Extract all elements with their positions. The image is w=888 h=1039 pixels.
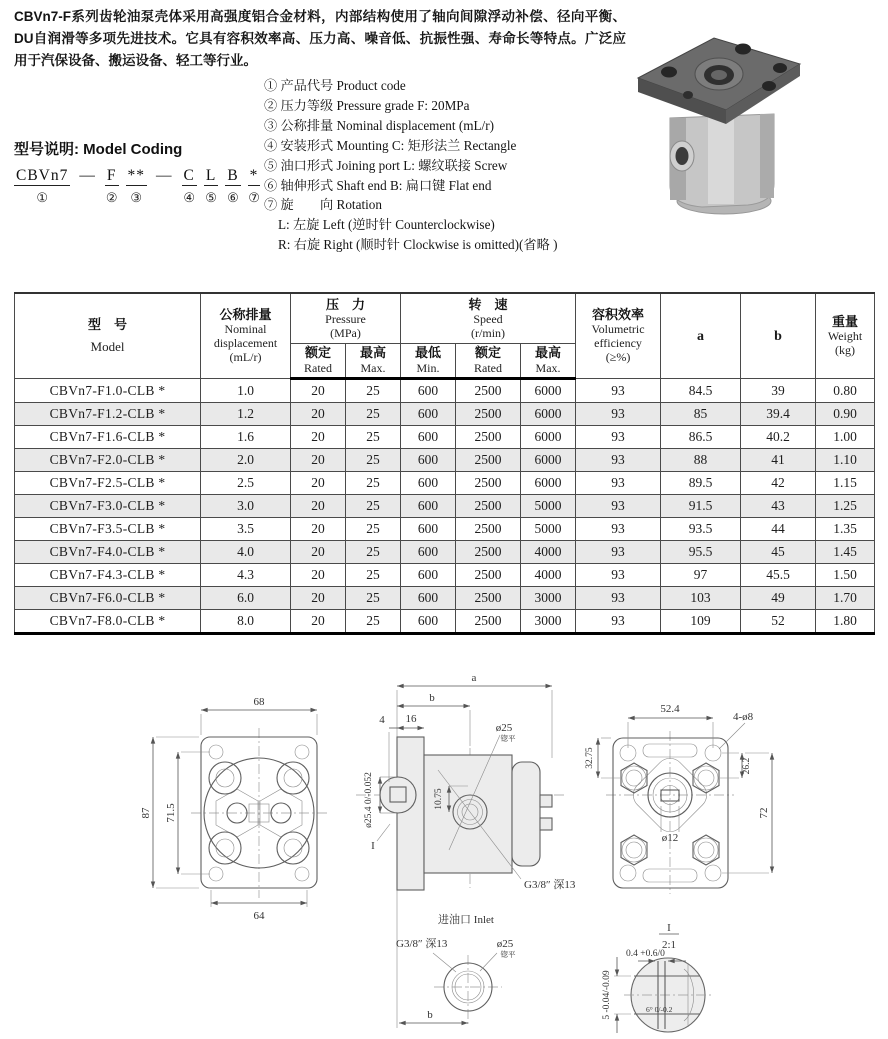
model-code-segment [77, 167, 98, 206]
col-pressure-en: Pressure [325, 311, 366, 326]
svg-text:71.5: 71.5 [165, 803, 177, 823]
intro-paragraph: CBVn7-F系列齿轮油泵壳体采用高强度铝合金材料，内部结构使用了轴向间隙浮动补偿、径向平衡、DU自润滑等多项先进技术。它具有容积效率高、压力高、噪音低、抗振性强、寿命长等特点。广泛应用于汽保设备、搬运设备、轻工等行业。 [14, 9, 626, 68]
col-model [15, 293, 201, 379]
col-b-label: b [774, 329, 782, 344]
table-cell: 1.15 [816, 472, 875, 495]
svg-text:G3/8″ 深13: G3/8″ 深13 [396, 938, 448, 950]
table-cell: 1.10 [816, 449, 875, 472]
table-cell: 6000 [521, 379, 576, 403]
table-cell: 600 [401, 426, 456, 449]
model-code-number: ⑥ [227, 190, 239, 206]
model-code-segment [225, 167, 240, 206]
table-cell: 1.25 [816, 495, 875, 518]
table-cell: 20 [291, 472, 346, 495]
model-code-segment [126, 167, 148, 206]
col-pressure [291, 293, 401, 344]
col-volumetric-cn: 容积效率 [592, 307, 645, 323]
table-cell: 93 [576, 379, 661, 403]
col-weight-en: Weight [827, 329, 863, 344]
model-coding-legend-item: ② 压力等级 Pressure grade F: 20MPa [264, 97, 470, 113]
pump-photo-graphic [622, 18, 814, 220]
table-cell: 25 [346, 449, 401, 472]
table-cell: 20 [291, 610, 346, 634]
table-cell: 600 [401, 541, 456, 564]
table-cell: 2.5 [201, 472, 291, 495]
model-code-text: ** [126, 167, 148, 186]
table-row [15, 541, 875, 564]
svg-text:68: 68 [253, 696, 265, 708]
detail-view-drawing [602, 922, 712, 1033]
table-cell: 3000 [521, 587, 576, 610]
table-cell: 1.50 [816, 564, 875, 587]
table-row [15, 610, 875, 634]
table-cell: 20 [291, 379, 346, 403]
table-cell: 600 [401, 472, 456, 495]
svg-text:I: I [667, 922, 671, 934]
model-cell: CBVn7-F8.0-CLB * [15, 610, 201, 634]
table-cell: 25 [346, 518, 401, 541]
table-row [15, 564, 875, 587]
table-row [15, 379, 875, 403]
table-cell: 1.45 [816, 541, 875, 564]
table-cell: 88 [661, 449, 741, 472]
svg-text:16: 16 [405, 713, 417, 725]
table-cell: 8.0 [201, 610, 291, 634]
model-cell: CBVn7-F4.3-CLB * [15, 564, 201, 587]
table-cell: 2500 [456, 449, 521, 472]
svg-text:ø25: ø25 [496, 938, 514, 950]
col-weight [816, 293, 875, 379]
table-cell: 20 [291, 518, 346, 541]
table-cell: 20 [291, 449, 346, 472]
model-code-text: — [156, 167, 173, 184]
col-displacement-en2: displacement [213, 336, 278, 351]
table-cell: 93 [576, 587, 661, 610]
col-speed-en: Speed [473, 311, 503, 326]
subcol-en: Rated [474, 360, 503, 375]
table-cell: 93 [576, 541, 661, 564]
model-code-number: ④ [183, 190, 195, 206]
svg-text:52.4: 52.4 [660, 703, 680, 715]
table-cell: 89.5 [661, 472, 741, 495]
table-cell: 2500 [456, 403, 521, 426]
table-cell: 1.70 [816, 587, 875, 610]
table-cell: 3.0 [201, 495, 291, 518]
subcol-en: Rated [304, 360, 332, 375]
model-code-segment [14, 167, 70, 206]
table-cell: 0.80 [816, 379, 875, 403]
model-cell: CBVn7-F1.6-CLB * [15, 426, 201, 449]
table-cell: 2500 [456, 379, 521, 403]
col-model-en: Model [90, 338, 125, 354]
table-cell: 93.5 [661, 518, 741, 541]
model-code-line [14, 167, 260, 206]
table-cell: 1.0 [201, 379, 291, 403]
model-cell: CBVn7-F6.0-CLB * [15, 587, 201, 610]
table-cell: 3000 [521, 610, 576, 634]
table-cell: 600 [401, 379, 456, 403]
col-volumetric-unit: (≥%) [605, 350, 631, 365]
table-cell: 1.6 [201, 426, 291, 449]
table-cell: 93 [576, 426, 661, 449]
col-pressure-cn: 压 力 [326, 296, 366, 312]
svg-text:64: 64 [253, 910, 265, 922]
table-cell: 45 [741, 541, 816, 564]
col-weight-unit: (kg) [835, 343, 856, 358]
table-cell: 93 [576, 495, 661, 518]
table-cell: 25 [346, 541, 401, 564]
table-row [15, 472, 875, 495]
table-cell: 86.5 [661, 426, 741, 449]
table-cell: 20 [291, 564, 346, 587]
model-code-number: ⑦ [248, 190, 260, 206]
table-cell: 49 [741, 587, 816, 610]
table-cell: 2500 [456, 495, 521, 518]
subcol-speed-max [521, 344, 576, 379]
model-code-text: — [79, 167, 96, 184]
table-cell: 4.3 [201, 564, 291, 587]
model-code-text: B [225, 167, 240, 186]
table-cell: 600 [401, 610, 456, 634]
model-code-text: L [204, 167, 218, 186]
col-model-cn: 型 号 [87, 317, 127, 333]
table-cell: 25 [346, 379, 401, 403]
subcol-cn: 最低 [415, 345, 442, 361]
col-pressure-unit: (MPa) [330, 325, 361, 340]
model-code-text: * [248, 167, 261, 186]
table-cell: 600 [401, 564, 456, 587]
table-cell: 39.4 [741, 403, 816, 426]
model-code-text: C [182, 167, 197, 186]
subcol-cn: 最高 [360, 345, 387, 361]
table-cell: 25 [346, 472, 401, 495]
table-cell: 2500 [456, 610, 521, 634]
svg-text:a: a [471, 672, 477, 684]
col-volumetric-en1: Volumetric [591, 322, 645, 337]
subcol-cn: 额定 [304, 345, 331, 361]
table-cell: 600 [401, 518, 456, 541]
table-cell: 25 [346, 426, 401, 449]
model-code-segment [154, 167, 175, 206]
svg-text:5 -0.04/-0.09: 5 -0.04/-0.09 [602, 970, 612, 1020]
model-coding-legend-item: ① 产品代号 Product code [264, 78, 406, 93]
svg-text:4-ø8: 4-ø8 [733, 711, 754, 723]
col-displacement-cn: 公称排量 [219, 307, 272, 323]
table-cell: 600 [401, 587, 456, 610]
model-coding-legend-item: ③ 公称排量 Nominal displacement (mL/r) [264, 117, 495, 133]
svg-text:b: b [427, 1009, 433, 1021]
table-cell: 91.5 [661, 495, 741, 518]
subcol-speed-min [401, 344, 456, 379]
model-coding-legend-item: L: 左旋 Left (逆时针 Counterclockwise) [278, 217, 495, 233]
model-coding-legend-item: ⑦ 旋 向 Rotation [264, 197, 382, 213]
table-cell: 20 [291, 541, 346, 564]
col-b [741, 293, 816, 379]
model-cell: CBVn7-F2.5-CLB * [15, 472, 201, 495]
table-cell: 6.0 [201, 587, 291, 610]
model-coding-legend-item: R: 右旋 Right (顺时针 Clockwise is omitted)(省略 ) [278, 237, 558, 253]
col-displacement-unit: (mL/r) [229, 350, 262, 365]
table-row [15, 403, 875, 426]
table-cell: 40.2 [741, 426, 816, 449]
model-code-segment [248, 167, 261, 206]
subcol-cn: 最高 [535, 345, 562, 361]
table-cell: 4.0 [201, 541, 291, 564]
model-code-segment [105, 167, 119, 206]
table-cell: 600 [401, 495, 456, 518]
model-code-segment [204, 167, 218, 206]
col-speed [401, 293, 576, 344]
model-code-number: ③ [130, 190, 143, 206]
table-cell: 2500 [456, 541, 521, 564]
subcol-pressure-rated [291, 344, 346, 379]
table-cell: 1.00 [816, 426, 875, 449]
table-cell: 42 [741, 472, 816, 495]
table-cell: 93 [576, 472, 661, 495]
model-cell: CBVn7-F4.0-CLB * [15, 541, 201, 564]
subcol-en: Min. [416, 360, 440, 375]
table-cell: 25 [346, 564, 401, 587]
svg-text:ø12: ø12 [661, 832, 679, 844]
col-a [661, 293, 741, 379]
model-code-segment [182, 167, 197, 206]
table-cell: 600 [401, 403, 456, 426]
model-coding-legend [264, 76, 558, 255]
svg-text:I: I [371, 840, 375, 852]
table-cell: 2500 [456, 564, 521, 587]
subcol-speed-rated [456, 344, 521, 379]
col-speed-cn: 转 速 [468, 296, 508, 312]
col-a-label: a [697, 329, 705, 344]
table-cell: 85 [661, 403, 741, 426]
technical-drawings [0, 648, 888, 1039]
model-coding-legend-item: ⑥ 轴伸形式 Shaft end B: 扁口键 Flat end [264, 177, 492, 193]
table-cell: 2500 [456, 426, 521, 449]
svg-text:4: 4 [379, 714, 385, 726]
front-view-drawing [140, 696, 327, 922]
table-cell: 103 [661, 587, 741, 610]
svg-text:ø25: ø25 [495, 722, 513, 734]
table-cell: 25 [346, 587, 401, 610]
table-row [15, 587, 875, 610]
table-cell: 20 [291, 495, 346, 518]
svg-text:10.75: 10.75 [434, 788, 444, 810]
rear-view-drawing [585, 703, 772, 894]
svg-text:b: b [429, 692, 435, 704]
table-cell: 600 [401, 449, 456, 472]
table-cell: 4000 [521, 564, 576, 587]
table-cell: 25 [346, 610, 401, 634]
spec-table [14, 292, 875, 635]
table-cell: 1.35 [816, 518, 875, 541]
table-cell: 20 [291, 587, 346, 610]
table-cell: 43 [741, 495, 816, 518]
table-cell: 3.5 [201, 518, 291, 541]
side-view-drawing [356, 672, 576, 1028]
table-cell: 93 [576, 449, 661, 472]
table-cell: 5000 [521, 518, 576, 541]
table-cell: 2500 [456, 587, 521, 610]
table-cell: 39 [741, 379, 816, 403]
table-cell: 25 [346, 495, 401, 518]
model-cell: CBVn7-F3.0-CLB * [15, 495, 201, 518]
table-cell: 95.5 [661, 541, 741, 564]
table-cell: 93 [576, 564, 661, 587]
svg-text:进油口 Inlet: 进油口 Inlet [438, 914, 494, 926]
svg-text:2:1: 2:1 [661, 939, 677, 951]
subcol-cn: 额定 [475, 345, 502, 361]
subcol-en: Max. [360, 360, 386, 375]
table-cell: 41 [741, 449, 816, 472]
table-cell: 1.80 [816, 610, 875, 634]
model-cell: CBVn7-F1.2-CLB * [15, 403, 201, 426]
svg-text:26.2: 26.2 [742, 757, 752, 775]
table-cell: 93 [576, 518, 661, 541]
table-cell: 93 [576, 403, 661, 426]
product-photo [622, 18, 814, 220]
subcol-en: Max. [535, 360, 561, 375]
table-row [15, 518, 875, 541]
svg-text:锪平: 锪平 [500, 950, 516, 959]
table-cell: 0.90 [816, 403, 875, 426]
model-cell: CBVn7-F3.5-CLB * [15, 518, 201, 541]
svg-text:32.75: 32.75 [585, 747, 595, 769]
inlet-view-drawing [396, 912, 516, 1024]
table-cell: 2500 [456, 518, 521, 541]
table-cell: 2.0 [201, 449, 291, 472]
subcol-pressure-max [346, 344, 401, 379]
model-cell: CBVn7-F2.0-CLB * [15, 449, 201, 472]
table-cell: 4000 [521, 541, 576, 564]
col-displacement-en1: Nominal [224, 322, 267, 337]
svg-text:G3/8″ 深13: G3/8″ 深13 [524, 879, 576, 891]
col-weight-cn: 重量 [832, 314, 859, 330]
svg-text:6° 0/-0.2: 6° 0/-0.2 [646, 1005, 673, 1014]
table-cell: 25 [346, 403, 401, 426]
table-cell: 6000 [521, 449, 576, 472]
model-code-number: ① [36, 190, 49, 206]
table-cell: 52 [741, 610, 816, 634]
table-row [15, 495, 875, 518]
model-coding-legend-item: ⑤ 油口形式 Joining port L: 螺纹联接 Screw [264, 157, 508, 173]
col-volumetric [576, 293, 661, 379]
col-displacement [201, 293, 291, 379]
svg-text:0.4 +0.6/0: 0.4 +0.6/0 [626, 949, 665, 959]
col-speed-unit: (r/min) [471, 325, 506, 340]
table-cell: 2500 [456, 472, 521, 495]
table-cell: 45.5 [741, 564, 816, 587]
table-cell: 93 [576, 610, 661, 634]
table-cell: 109 [661, 610, 741, 634]
model-code-text: F [105, 167, 119, 186]
table-cell: 5000 [521, 495, 576, 518]
model-coding-legend-item: ④ 安装形式 Mounting C: 矩形法兰 Rectangle [264, 137, 517, 153]
svg-text:87: 87 [140, 807, 152, 819]
col-volumetric-en2: efficiency [594, 336, 642, 351]
table-cell: 20 [291, 403, 346, 426]
model-cell: CBVn7-F1.0-CLB * [15, 379, 201, 403]
svg-text:ø25.4 0/-0.052: ø25.4 0/-0.052 [364, 772, 374, 828]
table-cell: 6000 [521, 426, 576, 449]
table-cell: 6000 [521, 403, 576, 426]
table-row [15, 426, 875, 449]
table-cell: 97 [661, 564, 741, 587]
table-cell: 6000 [521, 472, 576, 495]
table-cell: 84.5 [661, 379, 741, 403]
table-cell: 1.2 [201, 403, 291, 426]
table-row [15, 449, 875, 472]
svg-text:72: 72 [758, 807, 770, 819]
model-code-number: ② [105, 190, 118, 206]
svg-text:锪平: 锪平 [500, 734, 516, 743]
model-code-text: CBVn7 [14, 167, 70, 186]
table-cell: 44 [741, 518, 816, 541]
model-coding-heading: 型号说明: Model Coding [14, 141, 183, 158]
model-code-number: ⑤ [205, 190, 217, 206]
table-cell: 20 [291, 426, 346, 449]
